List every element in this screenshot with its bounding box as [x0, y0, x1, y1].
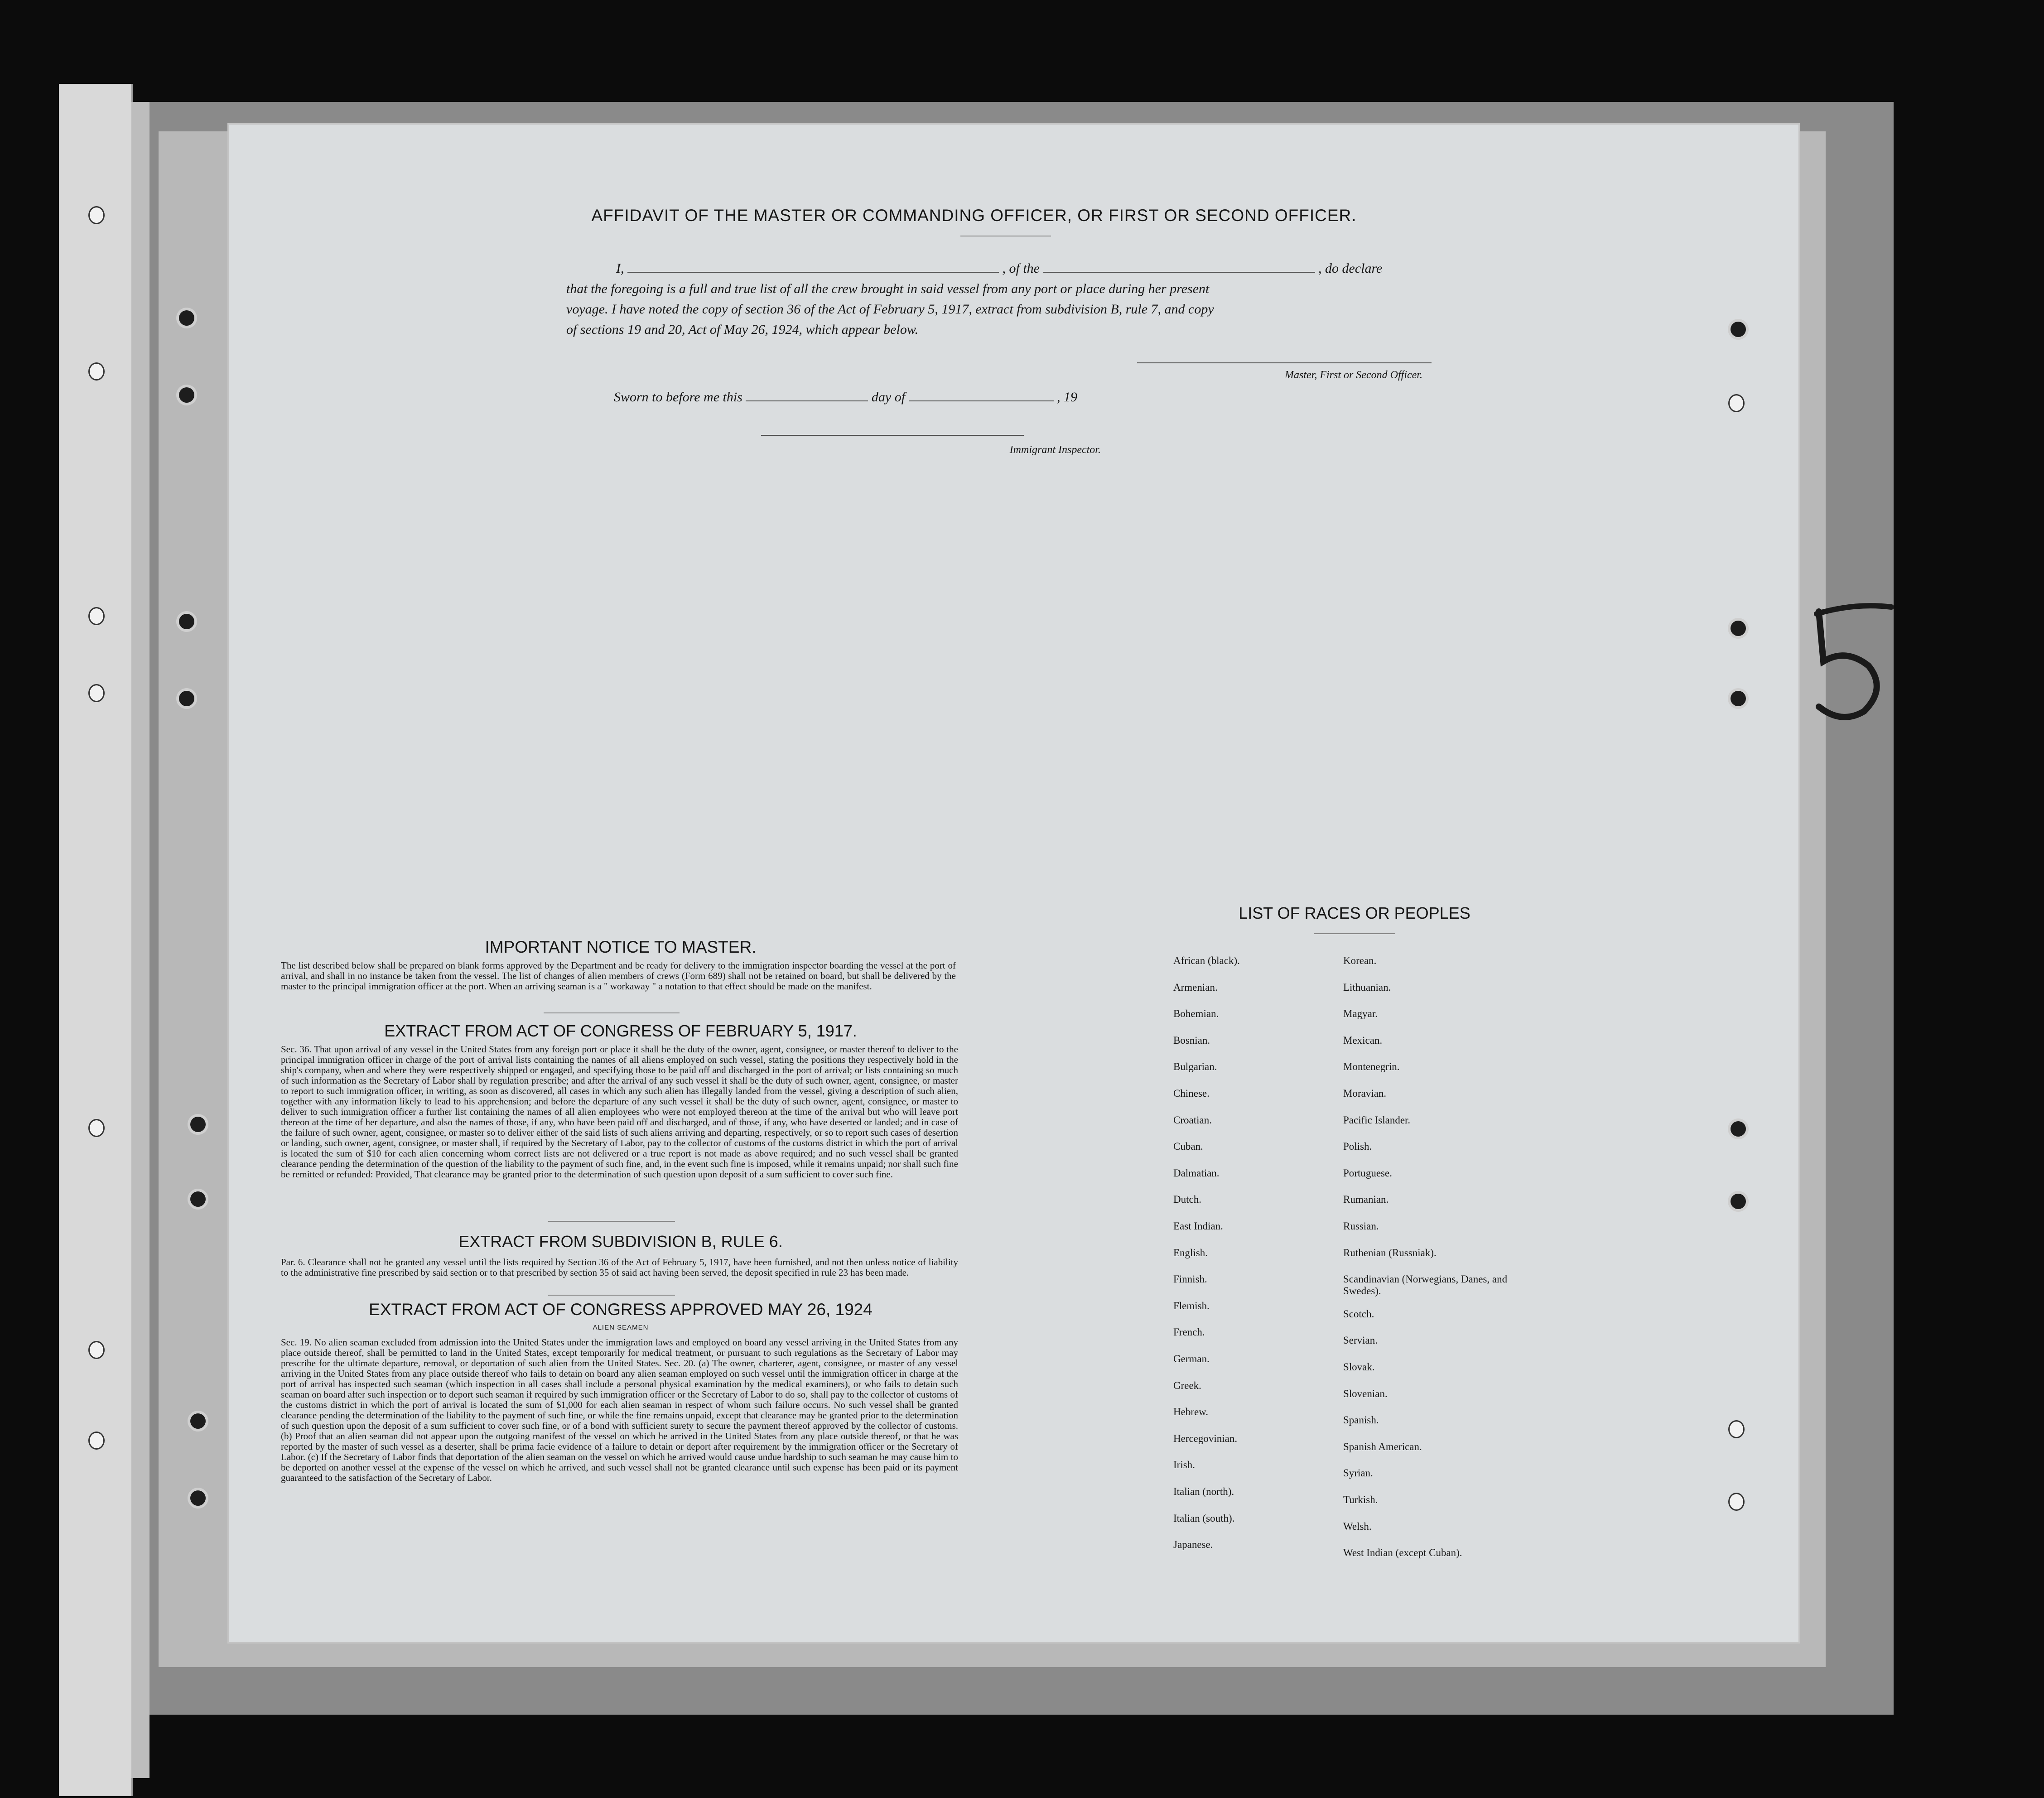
- punch-hole: [1731, 322, 1746, 337]
- binder-hole: [88, 607, 105, 625]
- race-item: Scotch.: [1343, 1308, 1374, 1320]
- race-item: Irish.: [1173, 1459, 1195, 1471]
- races-title: LIST OF RACES OR PEOPLES: [1239, 904, 1470, 922]
- extract-1917-title: EXTRACT FROM ACT OF CONGRESS OF FEBRUARY 5, 1917.: [384, 1022, 857, 1040]
- race-item: Syrian.: [1343, 1467, 1373, 1479]
- race-item: East Indian.: [1173, 1220, 1223, 1232]
- do-declare-label: , do declare: [1318, 261, 1383, 276]
- day-of-label: day of: [871, 390, 906, 405]
- month-field[interactable]: [909, 400, 1054, 401]
- race-item: Hercegovinian.: [1173, 1432, 1238, 1444]
- race-item: Ruthenian (Russniak).: [1343, 1247, 1437, 1258]
- race-item: Croatian.: [1173, 1114, 1212, 1126]
- race-item: Turkish.: [1343, 1494, 1378, 1505]
- race-item: Scandinavian (Norwegians, Danes, and Swedes).: [1343, 1273, 1508, 1297]
- extract-1924-text: Sec. 19. No alien seaman excluded from admission into the United States under the immigration laws and employed on board any vessel arriving in the United States from any place outside thereof, shall be permitted to land in the United States, except temporarily for medical treatment, or pursuant to such regulations as the Secretary of Labor may prescribe for the ultimate departure, removal, or deportation of such alien from the United States. Sec. 20. (a) The owner, charterer, agent, consignee, or master of any vessel arriving in the United States from any place outside thereof who fails to detain on board any alien seaman employed on such vessel until the immigration officer in charge at the port of arrival has inspected such seaman (which inspection in all cases shall include a personal physical examination by the medical examiners), or who fails to detain such seaman on board after such inspection or to deport such seaman if required by such immigration officer or the Secretary of Labor to do so, shall pay to the collector of customs of the customs district in which the port of arrival is located the sum of $1,000 for each alien seaman in respect of whom such failure occurs. No such vessel shall be granted clearance pending the determination of the liability to the payment of such fine, or while the fine remains unpaid, except that clearance may be granted prior to the determination of such question upon the deposit of a sum sufficient to cover such fine, or of a bond with sufficient surety to secure the payment thereof approved by the collector of customs. (b) Proof that an alien seaman did not appear upon the outgoing manifest of the vessel on which he arrived in the United States from any place outside thereof, or that he was reported by the master of such vessel as a deserter, shall be prima facie evidence of a failure to detain or deport after requirement by the immigration officer or the Secretary of Labor. (c) If the Secretary of Labor finds that deportation of the alien seaman on the vessel on which he arrived would cause undue hardship to such seaman he may cause him to be deported on another vessel at the expense of the vessel on which he arrived, and such vessel shall not be granted clearance until such expense has been paid or its payment guaranteed to the satisfaction of the Secretary of Labor.: [281, 1337, 958, 1483]
- race-item: Spanish.: [1343, 1414, 1379, 1426]
- divider: [548, 1295, 675, 1296]
- declaration-block: [566, 258, 1472, 340]
- binder-strip: [59, 84, 133, 1796]
- race-item: Moravian.: [1343, 1088, 1387, 1099]
- sworn-line: [614, 390, 1077, 405]
- punch-hole: [1731, 691, 1746, 706]
- punch-hole: [1731, 621, 1746, 636]
- declaration-first-line: [566, 258, 1472, 279]
- race-item: Dutch.: [1173, 1194, 1201, 1205]
- alien-seamen-subtitle: ALIEN SEAMEN: [593, 1324, 649, 1331]
- signature-line[interactable]: [1137, 362, 1432, 363]
- race-item: Slovak.: [1343, 1361, 1375, 1373]
- race-item: Korean.: [1343, 955, 1377, 966]
- divider: [544, 1012, 680, 1013]
- race-item: Portuguese.: [1343, 1167, 1392, 1179]
- year-label: , 19: [1057, 390, 1078, 405]
- punch-hole: [179, 310, 194, 326]
- race-item: German.: [1173, 1353, 1210, 1364]
- race-item: Russian.: [1343, 1220, 1379, 1232]
- race-item: French.: [1173, 1326, 1205, 1338]
- binder-hole: [88, 1341, 105, 1359]
- race-item: Magyar.: [1343, 1008, 1378, 1020]
- race-item: English.: [1173, 1247, 1208, 1258]
- inspector-label: Immigrant Inspector.: [1009, 444, 1101, 456]
- declaration-line-2: voyage. I have noted the copy of section 36 of the Act of February 5, 1917, extract from subdivision B, rule 7, and copy: [566, 302, 1214, 317]
- punch-hole: [190, 1490, 206, 1506]
- race-item: Welsh.: [1343, 1520, 1372, 1532]
- race-item: Bohemian.: [1173, 1008, 1219, 1020]
- divider: [548, 1221, 675, 1222]
- race-item: Pacific Islander.: [1343, 1114, 1411, 1126]
- race-item: Mexican.: [1343, 1034, 1383, 1046]
- declaration-line-1: that the foregoing is a full and true list of all the crew brought in said vessel from any port or place during her present: [566, 281, 1210, 296]
- race-item: Montenegrin.: [1343, 1061, 1400, 1073]
- punch-hole: [190, 1191, 206, 1207]
- punch-hole: [1728, 1420, 1745, 1438]
- punch-hole: [1728, 394, 1745, 412]
- race-item: Finnish.: [1173, 1273, 1207, 1285]
- race-item: Rumanian.: [1343, 1194, 1389, 1205]
- race-item: Armenian.: [1173, 981, 1218, 993]
- race-item: Bosnian.: [1173, 1034, 1210, 1046]
- race-item: Bulgarian.: [1173, 1061, 1217, 1073]
- punch-hole: [179, 614, 194, 629]
- race-item: Polish.: [1343, 1141, 1372, 1152]
- race-item: Italian (north).: [1173, 1486, 1234, 1497]
- race-item: Dalmatian.: [1173, 1167, 1220, 1179]
- race-item: Hebrew.: [1173, 1406, 1209, 1418]
- i-label: I,: [616, 261, 624, 276]
- notice-text: The list described below shall be prepared on blank forms approved by the Department and be ready for delivery to the immigration inspector boarding the vessel at the port of arrival, and shall in no instance be taken from the vessel. The list of changes of alien members of crews (Form 689) shall not be retained on board, but shall be delivered by the master to the principal immigration officer at the port. When an arriving seaman is a " workaway " a notation to that effect should be made on the manifest.: [281, 960, 956, 992]
- binder-strip-edge: [131, 102, 149, 1778]
- day-field[interactable]: [746, 400, 868, 401]
- race-item: West Indian (except Cuban).: [1343, 1547, 1462, 1559]
- punch-hole: [1728, 1493, 1745, 1511]
- binder-hole: [88, 1119, 105, 1137]
- extract-1924-title: EXTRACT FROM ACT OF CONGRESS APPROVED MAY 26, 1924: [369, 1300, 873, 1319]
- binder-hole: [88, 1432, 105, 1450]
- divider: [1314, 933, 1395, 934]
- punch-hole: [1731, 1121, 1746, 1137]
- vessel-field[interactable]: [1043, 272, 1315, 273]
- punch-hole: [190, 1117, 206, 1132]
- race-item: Slovenian.: [1343, 1388, 1388, 1399]
- punch-hole: [179, 387, 194, 403]
- race-item: Flemish.: [1173, 1300, 1210, 1311]
- punch-hole: [190, 1413, 206, 1429]
- race-item: Servian.: [1343, 1335, 1378, 1346]
- inspector-line[interactable]: [761, 435, 1024, 436]
- race-item: Lithuanian.: [1343, 981, 1391, 993]
- punch-hole: [1731, 1194, 1746, 1209]
- extract-rule6-text: Par. 6. Clearance shall not be granted any vessel until the lists required by Section 36 of the Act of February 5, 1917, have been furnished, and not then unless notice of liability to the administrative fine prescribed by said section or to that prescribed by section 35 of said act having been served, the deposit specified in rule 23 has been made.: [281, 1257, 958, 1278]
- punch-hole: [179, 691, 194, 706]
- declaration-line-3: of sections 19 and 20, Act of May 26, 1924, which appear below.: [566, 322, 919, 337]
- race-item: Japanese.: [1173, 1539, 1213, 1551]
- signature-label: Master, First or Second Officer.: [1285, 369, 1422, 381]
- of-the-label: , of the: [1002, 261, 1040, 276]
- race-item: Cuban.: [1173, 1141, 1203, 1152]
- name-field[interactable]: [627, 272, 999, 273]
- race-item: Spanish American.: [1343, 1441, 1422, 1452]
- race-item: Greek.: [1173, 1379, 1201, 1391]
- notice-title: IMPORTANT NOTICE TO MASTER.: [485, 938, 757, 956]
- affidavit-title: AFFIDAVIT OF THE MASTER OR COMMANDING OFFICER, OR FIRST OR SECOND OFFICER.: [591, 206, 1357, 225]
- binder-hole: [88, 684, 105, 702]
- handwritten-numeral: [1792, 598, 1909, 734]
- binder-hole: [88, 362, 105, 381]
- race-item: African (black).: [1173, 955, 1240, 966]
- extract-rule6-title: EXTRACT FROM SUBDIVISION B, RULE 6.: [458, 1232, 783, 1251]
- race-item: Italian (south).: [1173, 1512, 1235, 1524]
- binder-hole: [88, 206, 105, 224]
- extract-1917-text: Sec. 36. That upon arrival of any vessel in the United States from any foreign port or place it shall be the duty of the owner, agent, consignee, or master thereof to deliver to the principal immigration officer in charge of the port of arrival lists containing the names of all aliens employed on such vessel, stating the positions they respectively hold in the ship's company, when and where they were respectively shipped or engaged, and specifying those to be paid off and discharged in the port of arrival; or lists containing so much of such information as the Secretary of Labor shall by regulation prescribe; and after the arrival of any such vessel it shall be the duty of such owner, agent, consignee, or master to report to such immigration officer, in writing, as soon as discovered, all cases in which any such alien has illegally landed from the vessel, giving a description of such alien, together with any information likely to lead to his apprehension; and before the departure of any such vessel it shall be the duty of such owner, agent, consignee, or master to deliver to such immigration officer a further list containing the names of all alien employees who were not employed thereon at the time of the arrival but who will leave port thereon at the time of her departure, and also the names of those, if any, who have been paid off and discharged, and of those, if any, who have deserted or landed; and in case of the failure of such owner, agent, consignee, or master so to deliver either of the said lists of such aliens arriving and departing, respectively, or so to report such cases of desertion or landing, such owner, agent, consignee, or master shall, if required by the Secretary of Labor, pay to the collector of customs of the customs district in which the port of arrival is located the sum of $10 for each alien concerning whom correct lists are not delivered or a true report is not made as above required; and no such vessel shall be granted clearance pending the determination of the question of the liability to the payment of such fine, and, in the event such fine is imposed, while it remains unpaid; nor shall such fine be remitted or refunded: Provided, That clearance may be granted prior to the determination of such question upon deposit of a sum sufficient to cover such fine.: [281, 1044, 958, 1180]
- sworn-label: Sworn to before me this: [614, 390, 742, 405]
- race-item: Chinese.: [1173, 1088, 1210, 1099]
